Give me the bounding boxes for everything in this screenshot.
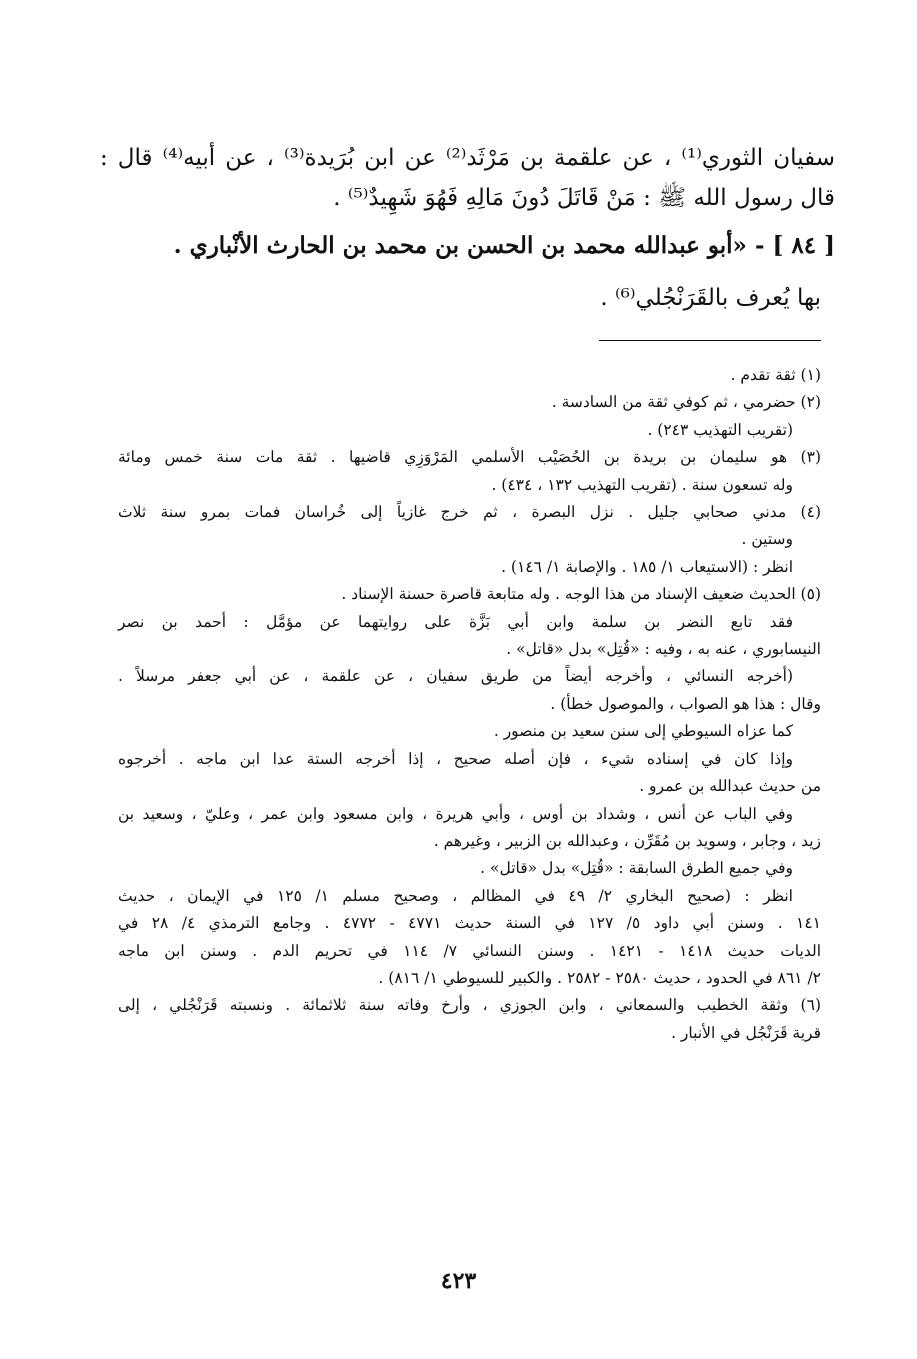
entry-heading: [ ٨٤ ] - «أبو عبدالله محمد بن الحسن بن محمد بن الحارث الأنْباري . (173, 232, 835, 259)
page-number: ٤٢٣ (440, 1268, 477, 1294)
footnote-line: (تقريب التهذيب ٢٤٣) . (647, 420, 793, 439)
footnote-line: وفي الباب عن أنس ، وشداد بن أوس ، وأبي هريرة ، وابن مسعود وابن عمر ، وعليّ ، وسعيد بن (118, 804, 793, 823)
entry-heading-continuation: بها يُعرف بالقَرَنْجُلي⁽⁶⁾ . (600, 285, 821, 311)
footnote-line: (٥) الحديث ضعيف الإسناد من هذا الوجه . وله متابعة قاصرة حسنة الإسناد . (341, 585, 821, 604)
footnote-line: قرية قَرَنْجُل في الأنبار . (671, 1023, 821, 1042)
footnote-line: وله تسعون سنة . (تقريب التهذيب ١٣٢ ، ٤٣٤) . (491, 475, 793, 494)
footnote-line: (٦) وثقة الخطيب والسمعاني ، وابن الجوزي ، وأرخ وفاته سنة ثلاثمائة . ونسبته قَرَنْجُلي ، إلى (118, 996, 821, 1015)
main-text-line: قال رسول الله ﷺ : مَنْ قَاتَلَ دُونَ مَالِهِ فَهُوَ شَهِيدٌ⁽⁵⁾ . (333, 185, 835, 211)
footnote-line: (٤) مدني صحابي جليل . نزل البصرة ، ثم خرج غازياً إلى خُراسان فمات بمرو سنة ثلاث (118, 503, 821, 522)
footnote-line: انظر : (الاستيعاب ١/ ١٨٥ . والإصابة ١/ ١٤٦) . (501, 557, 793, 576)
footnote-line: (٣) هو سليمان بن بريدة بن الحُصَيْب الأسلمي المَرْوَزِي قاضيها . ثقة مات سنة خمس ومائة (118, 448, 821, 467)
footnote-line: ٢/ ٨٦١ في الحدود ، حديث ٢٥٨٠ - ٢٥٨٢ . والكبير للسيوطي ١/ ٨١٦) . (378, 968, 821, 987)
footnote-line: النيسابوري ، عنه به ، وفيه : «قُتِل» بدل «قاتل» . (506, 640, 821, 659)
footnote-line: وستين . (741, 530, 793, 549)
footnote-line: الديات حديث ١٤١٨ - ١٤٢١ . وسنن النسائي ٧/ ١١٤ في تحريم الدم . وسنن ابن ماجه (118, 941, 822, 960)
footnote-line: (٢) حضرمي ، ثم كوفي ثقة من السادسة . (551, 393, 821, 412)
footnote-line: (١) ثقة تقدم . (730, 366, 821, 384)
footnote-line: فقد تابع النضر بن سلمة وابن أبي بَزَّة على روايتهما عن مؤمَّل : أحمد بن نصر (118, 612, 793, 631)
footnote-line: وفي جميع الطرق السابقة : «قُتِل» بدل «قاتل» . (480, 859, 793, 878)
footnote-line: كما عزاه السيوطي إلى سنن سعيد بن منصور . (493, 722, 793, 741)
main-text (100, 138, 835, 318)
footnotes (118, 362, 821, 1047)
footnote-line: من حديث عبدالله بن عمرو . (639, 777, 821, 796)
footnote-line: وإذا كان في إسناده شيء ، فإن أصله صحيح ، إذا أخرجه الستة عدا ابن ماجه . أخرجوه (118, 749, 793, 768)
footnote-line: (أخرجه النسائي ، وأخرجه أيضاً من طريق سفيان ، عن علقمة ، عن أبي جعفر مرسلاً . (118, 667, 793, 686)
footnote-line: انظر : (صحيح البخاري ٢/ ٤٩ في المظالم ، وصحيح مسلم ١/ ١٢٥ في الإيمان ، حديث (118, 886, 793, 905)
footnote-line: زيد ، وجابر ، وسويد بن مُقَرِّن ، وعبدالله بن الزبير ، وغيرهم . (433, 831, 821, 850)
footnote-line: ١٤١ . وسنن أبي داود ٥/ ١٢٧ في السنة حديث ٤٧٧١ - ٤٧٧٢ . وجامع الترمذي ٤/ ٢٨ في (118, 914, 822, 933)
main-text-line: سفيان الثوري⁽¹⁾ ، عن علقمة بن مَرْثَد⁽²⁾ عن ابن بُرَيدة⁽³⁾ ، عن أبيه⁽⁴⁾ قال : (100, 145, 835, 171)
footnote-separator (599, 340, 821, 341)
footnote-line: وقال : هذا هو الصواب ، والموصول خطأ) . (550, 694, 821, 713)
